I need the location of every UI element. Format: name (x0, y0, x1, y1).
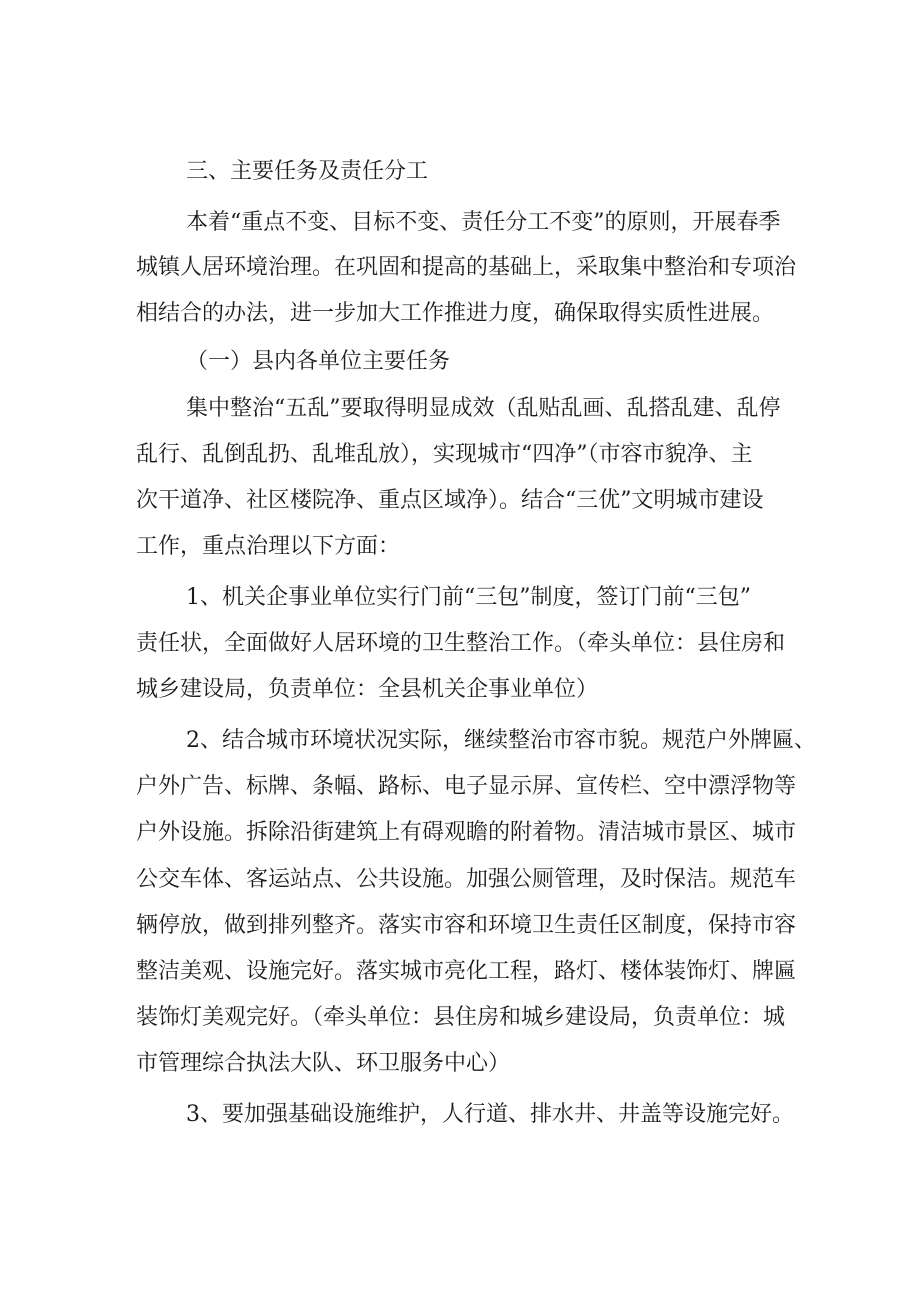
paragraph-line: 工作，重点治理以下方面： (136, 534, 401, 559)
paragraph-line: 辆停放，做到排列整齐。落实市容和环境卫生责任区制度，保持市容 (136, 913, 797, 938)
paragraph-line: 2、结合城市环境状况实际，继续整治市容市貌。规范户外牌匾、 (186, 728, 816, 753)
paragraph-line: 户外广告、标牌、条幅、路标、电子显示屏、宣传栏、空中漂浮物等 (136, 774, 797, 799)
section-heading: 三、主要任务及责任分工 (186, 159, 429, 184)
paragraph-line: 责任状，全面做好人居环境的卫生整治工作。（牵头单位：县住房和 (136, 631, 786, 656)
paragraph-line: 市管理综合执法大队、环卫服务中心） (136, 1051, 511, 1076)
subsection-heading: （一）县内各单位主要任务 (186, 349, 451, 374)
paragraph-line: 装饰灯美观完好。（牵头单位：县住房和城乡建设局，负责单位：城 (136, 1005, 786, 1030)
paragraph-line: 城镇人居环境治理。在巩固和提高的基础上，采取集中整治和专项治 (136, 255, 797, 280)
paragraph-line: 整洁美观、设施完好。落实城市亮化工程，路灯、楼体装饰灯、牌匾 (136, 959, 797, 984)
paragraph-line: 相结合的办法，进一步加大工作推进力度，确保取得实质性进展。 (136, 301, 775, 326)
paragraph-line: 户外设施。拆除沿街建筑上有碍观瞻的附着物。清洁城市景区、城市 (136, 820, 797, 845)
paragraph-line: 1、机关企事业单位实行门前“三包”制度，签订门前“三包” (186, 585, 751, 610)
paragraph-line: 公交车体、客运站点、公共设施。加强公厕管理，及时保洁。规范车 (136, 867, 797, 892)
paragraph-line: 3、要加强基础设施维护，人行道、排水井、井盖等设施完好。 (186, 1102, 794, 1127)
paragraph-line: 本着“重点不变、目标不变、责任分工不变”的原则，开展春季 (186, 210, 781, 235)
paragraph-line: 城乡建设局，负责单位：全县机关企事业单位） (136, 677, 599, 702)
paragraph-line: 集中整治“五乱”要取得明显成效（乱贴乱画、乱搭乱建、乱停 (186, 396, 781, 421)
paragraph-line: 次干道净、社区楼院净、重点区域净）。结合“三优”文明城市建设 (136, 488, 764, 513)
paragraph-line: 乱行、乱倒乱扔、乱堆乱放），实现城市“四净”（市容市貌净、主 (136, 442, 753, 467)
